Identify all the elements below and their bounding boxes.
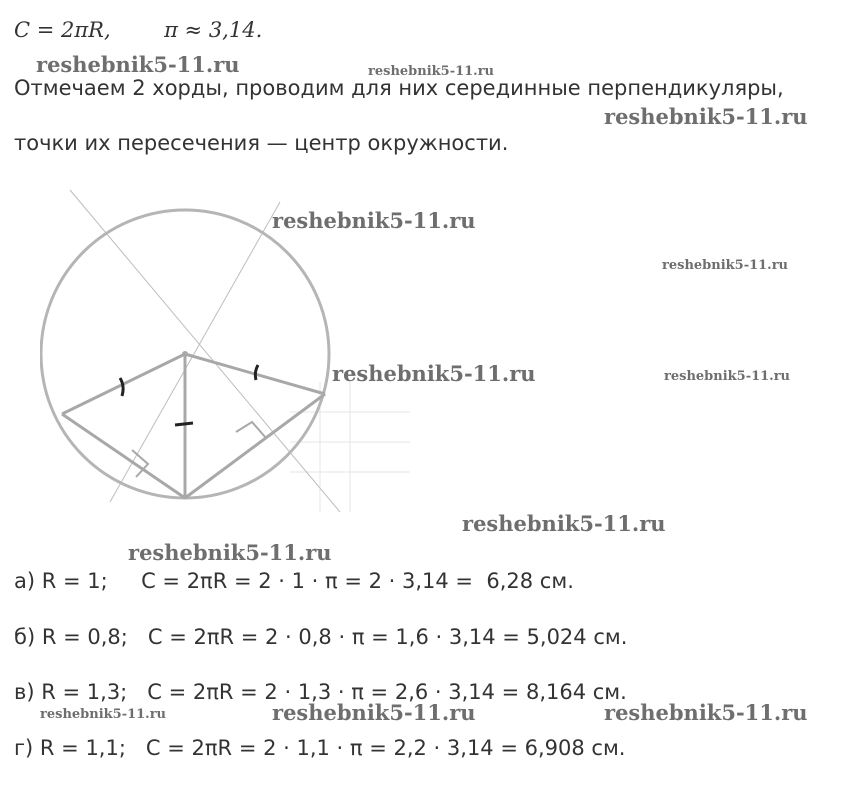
- equal-tick-center: [175, 423, 193, 425]
- watermark: reshebnik5-11.ru: [462, 511, 666, 536]
- formula-circumference: C = 2πR, π ≈ 3,14.: [14, 18, 263, 42]
- explanation-line-2: точки их пересечения — центр окружности.: [14, 131, 509, 155]
- circle-construction-figure: [40, 182, 410, 522]
- watermark: reshebnik5-11.ru: [604, 700, 808, 725]
- solution-b: б) R = 0,8; C = 2πR = 2 · 0,8 · π = 1,6 · 3,14 = 5,024 см.: [14, 625, 628, 649]
- watermark: reshebnik5-11.ru: [604, 104, 808, 129]
- background-grid: [290, 382, 410, 512]
- right-angle-mark-right: [236, 422, 266, 438]
- watermark: reshebnik5-11.ru: [662, 258, 789, 273]
- solution-a: а) R = 1; C = 2πR = 2 · 1 · π = 2 · 3,14 = 6,28 см.: [14, 569, 574, 593]
- solution-g: г) R = 1,1; C = 2πR = 2 · 1,1 · π = 2,2 · 3,14 = 6,908 см.: [14, 736, 626, 760]
- watermark: reshebnik5-11.ru: [36, 52, 240, 77]
- watermark: reshebnik5-11.ru: [368, 64, 495, 79]
- explanation-line-1: Отмечаем 2 хорды, проводим для них серединные перпендикуляры,: [14, 76, 784, 100]
- watermark: reshebnik5-11.ru: [40, 707, 167, 722]
- watermark: reshebnik5-11.ru: [272, 700, 476, 725]
- perpendicular-bisector-1: [70, 190, 340, 512]
- perpendicular-bisector-2: [110, 202, 280, 502]
- watermark: reshebnik5-11.ru: [128, 540, 332, 565]
- center-point: [182, 351, 188, 357]
- watermark: reshebnik5-11.ru: [272, 208, 476, 233]
- chord-right: [185, 394, 325, 498]
- watermark: reshebnik5-11.ru: [664, 369, 791, 384]
- solution-v: в) R = 1,3; C = 2πR = 2 · 1,3 · π = 2,6 · 3,14 = 8,164 см.: [14, 680, 627, 704]
- equal-tick-right: [255, 365, 258, 380]
- watermark: reshebnik5-11.ru: [332, 361, 536, 386]
